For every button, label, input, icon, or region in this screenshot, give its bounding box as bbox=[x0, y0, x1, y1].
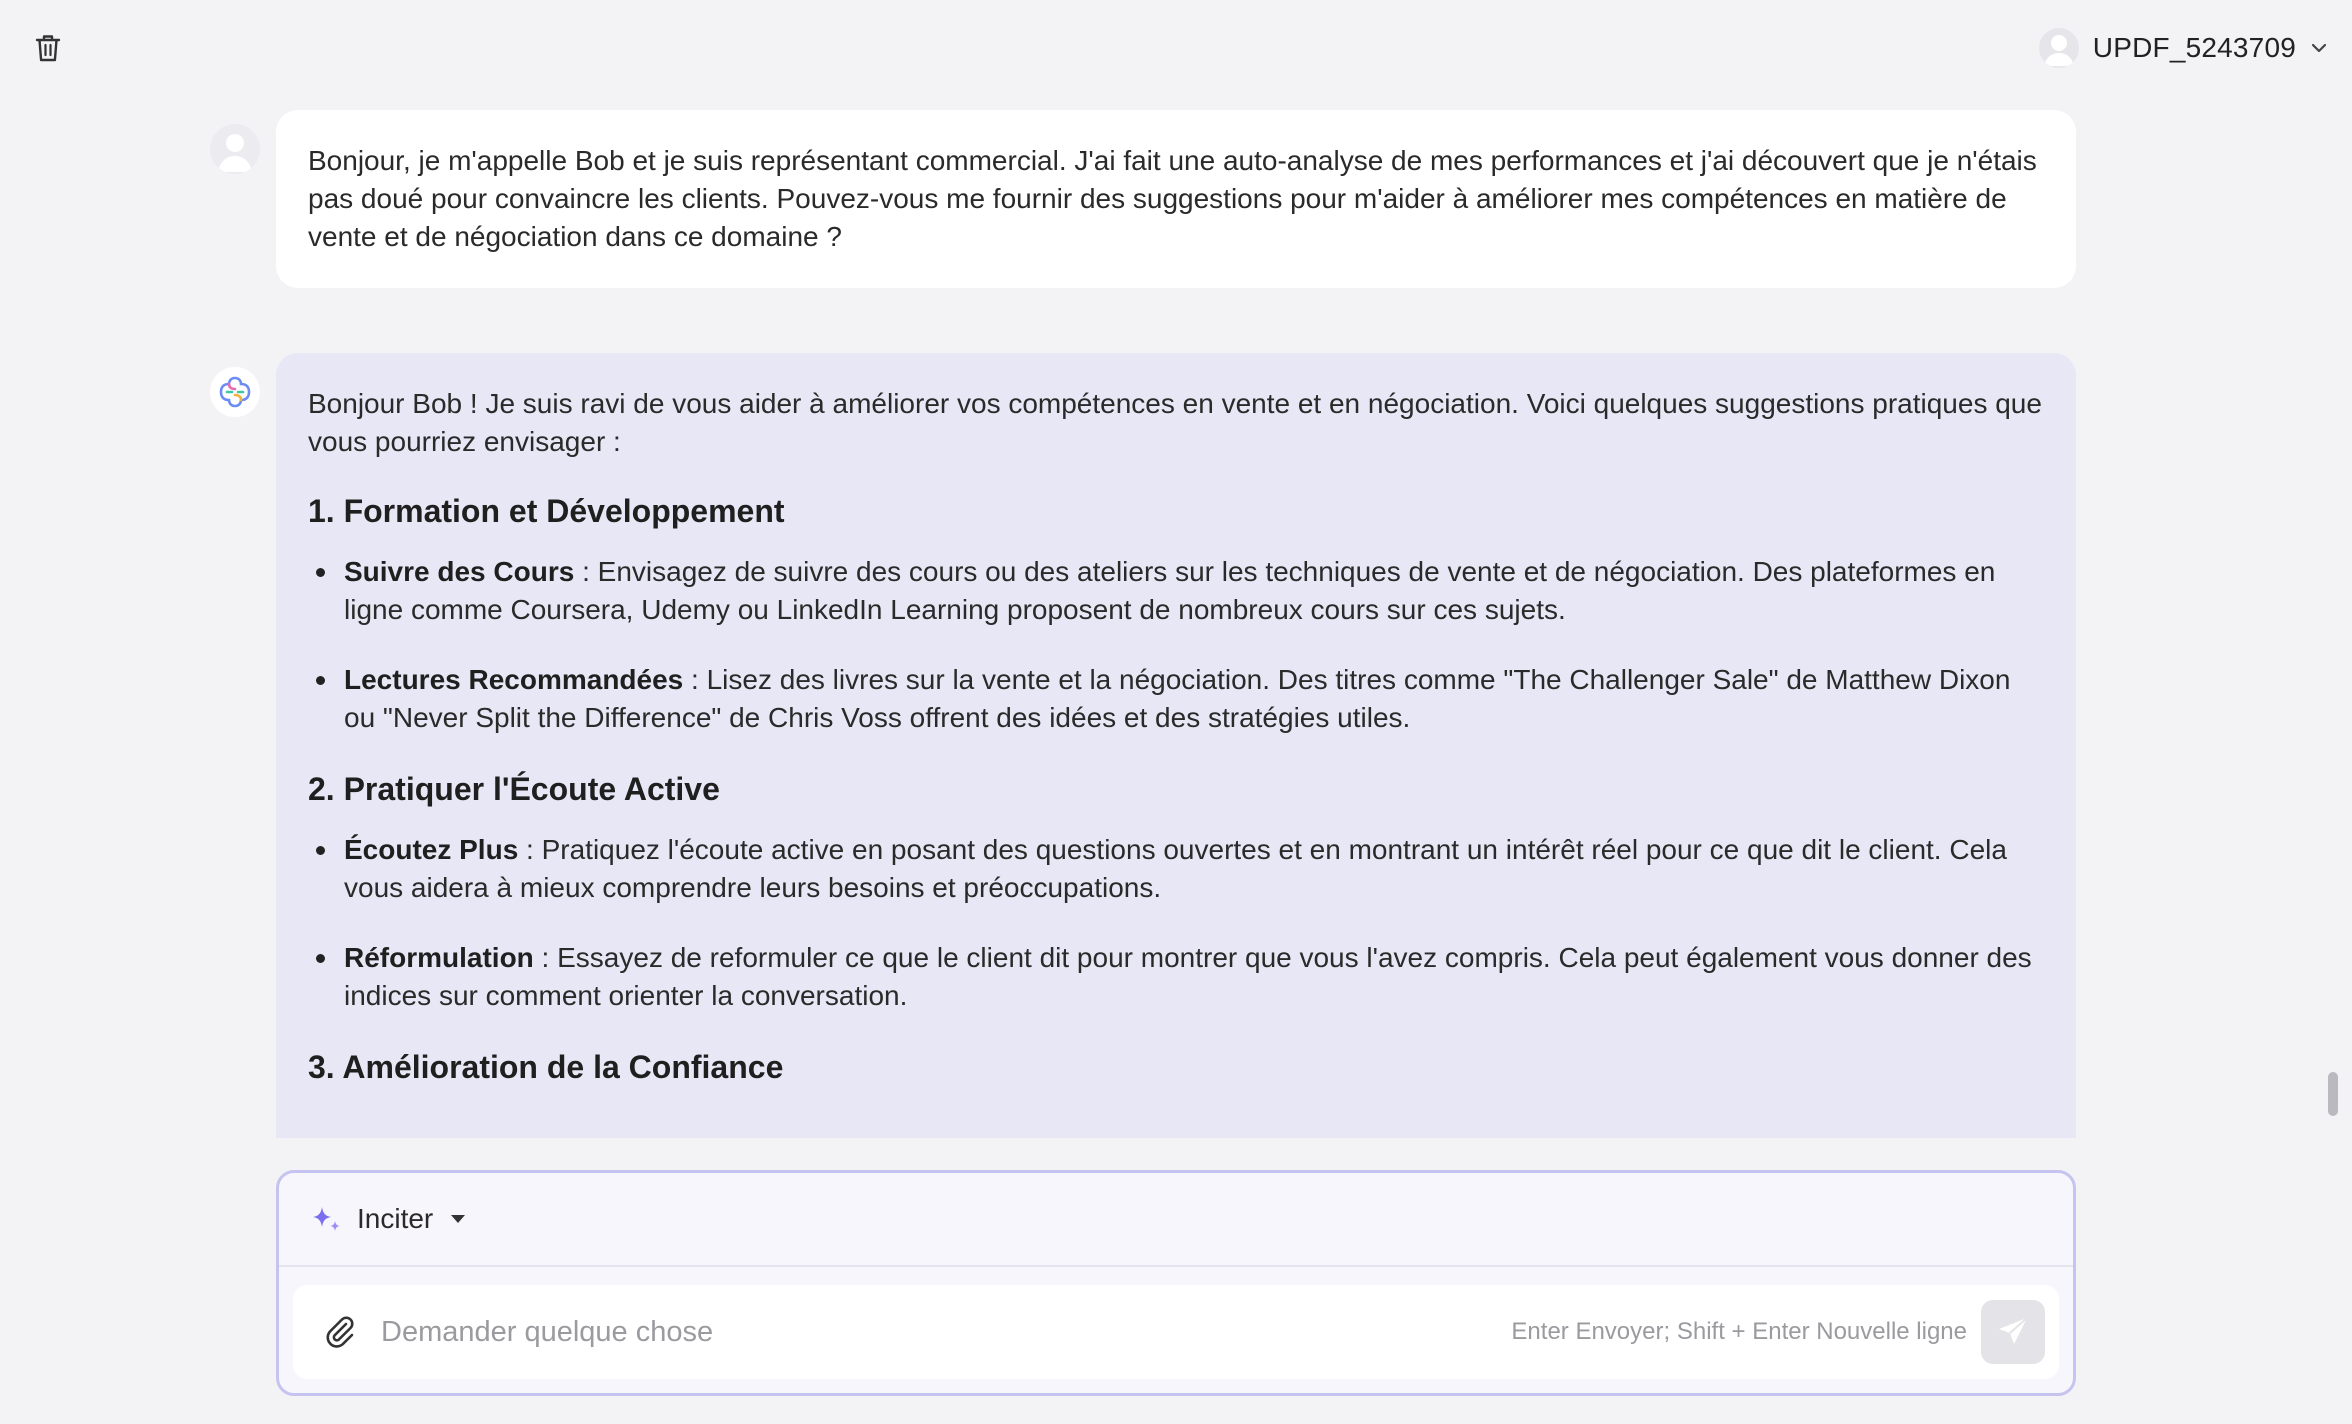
list-item-title: Lectures Recommandées bbox=[344, 664, 684, 695]
list-item bbox=[308, 553, 2044, 629]
trash-icon bbox=[34, 33, 62, 63]
user-icon bbox=[210, 124, 260, 174]
composer-toolbar bbox=[279, 1173, 2073, 1267]
section-list bbox=[308, 831, 2044, 1015]
section-heading: 1. Formation et Développement bbox=[308, 493, 785, 529]
sparkle-icon bbox=[309, 1203, 343, 1235]
user-message-bubble bbox=[276, 110, 2076, 288]
list-item-text: : Envisagez de suivre des cours ou des ateliers sur les techniques de vente et de négociation. Des plateformes en ligne comme Coursera, Udemy ou LinkedIn Learning proposent de nombreux cours sur ces sujets. bbox=[344, 556, 1996, 625]
username: UPDF_5243709 bbox=[2092, 32, 2296, 63]
assistant-intro: Bonjour Bob ! Je suis ravi de vous aider à améliorer vos compétences en vente et en négociation. Voici quelques suggestions pratiques que vous pourriez envisager : bbox=[308, 388, 2042, 457]
keyboard-hint: Enter Envoyer; Shift + Enter Nouvelle ligne bbox=[1511, 1318, 1967, 1345]
caret-down-icon bbox=[451, 1215, 465, 1223]
avatar bbox=[2039, 28, 2079, 68]
list-item bbox=[308, 939, 2044, 1015]
chevron-down-icon[interactable] bbox=[2310, 42, 2328, 54]
assistant-message-bubble bbox=[276, 353, 2076, 1138]
composer-input-area bbox=[293, 1285, 2059, 1379]
section-list bbox=[308, 553, 2044, 737]
updf-ai-logo-icon bbox=[218, 375, 252, 409]
user-message-text: Bonjour, je m'appelle Bob et je suis représentant commercial. J'ai fait une auto-analyse de mes performances et j'ai découvert que je n'étais pas doué pour convaincre les clients. Pouvez-vous me fournir des suggestions pour m'aider à améliorer mes compétences en matière de vente et de négociation dans ce domaine ? bbox=[308, 145, 2037, 252]
prompt-label: Inciter bbox=[357, 1203, 434, 1234]
section-heading: 2. Pratiquer l'Écoute Active bbox=[308, 771, 720, 807]
conversation-pane[interactable] bbox=[0, 110, 2352, 1138]
list-item-text: : Pratiquez l'écoute active en posant des questions ouvertes et en montrant un intérêt réel pour ce que dit le client. Cela vous aidera à mieux comprendre leurs besoins et préoccupations. bbox=[344, 834, 2007, 903]
clear-chat-button[interactable] bbox=[28, 28, 68, 68]
list-item-title: Suivre des Cours bbox=[344, 556, 575, 587]
list-item bbox=[308, 661, 2044, 737]
user-message-avatar bbox=[210, 124, 260, 174]
message-input[interactable] bbox=[375, 1316, 1511, 1349]
section-heading: 3. Amélioration de la Confiance bbox=[308, 1049, 784, 1085]
list-item-title: Réformulation bbox=[344, 942, 534, 973]
chat-scrollbar[interactable] bbox=[2328, 1072, 2338, 1116]
assistant-avatar bbox=[210, 367, 260, 417]
list-item bbox=[308, 831, 2044, 907]
list-item-text: : Lisez des livres sur la vente et la négociation. Des titres comme "The Challenger Sale" de Matthew Dixon ou "Never Split the Difference" de Chris Voss offrent des idées et des stratégies utiles. bbox=[344, 664, 2011, 733]
paperclip-icon bbox=[322, 1314, 358, 1350]
message-composer bbox=[276, 1170, 2076, 1396]
send-icon bbox=[1996, 1315, 2030, 1349]
user-menu[interactable] bbox=[2039, 24, 2328, 72]
attach-button[interactable] bbox=[305, 1285, 375, 1379]
send-button[interactable] bbox=[1981, 1300, 2045, 1364]
prompt-dropdown-button[interactable] bbox=[309, 1203, 465, 1235]
user-avatar-icon bbox=[2039, 28, 2079, 68]
list-item-text: : Essayez de reformuler ce que le client dit pour montrer que vous l'avez compris. Cela peut également vous donner des indices sur comment orienter la conversation. bbox=[344, 942, 2032, 1011]
list-item-title: Écoutez Plus bbox=[344, 834, 519, 865]
